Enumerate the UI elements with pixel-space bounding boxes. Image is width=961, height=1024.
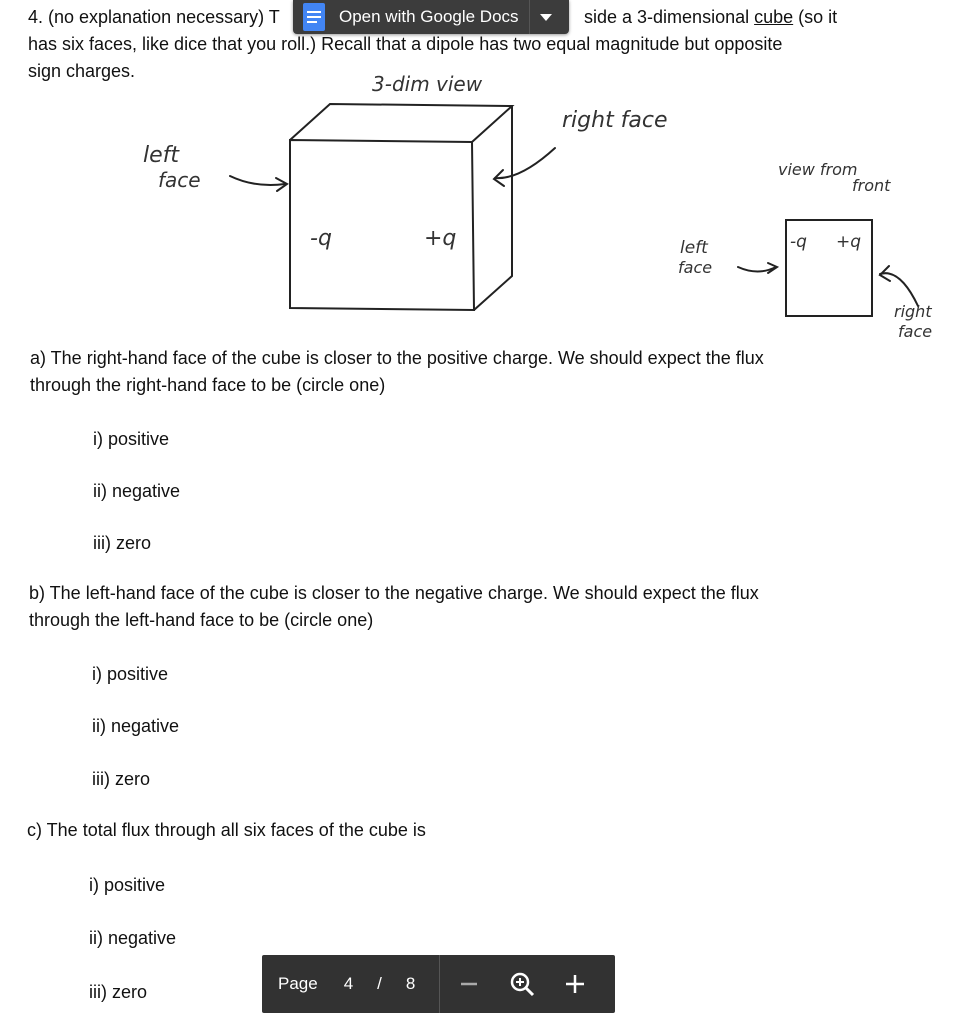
part-b-line-2: through the left-hand face to be (circle one) bbox=[29, 610, 374, 630]
sketch-small-right-2: face bbox=[898, 322, 933, 341]
chevron-down-icon[interactable] bbox=[540, 14, 552, 21]
open-with-google-docs-button[interactable] bbox=[293, 0, 569, 34]
sketch-small-neg: -q bbox=[790, 232, 807, 252]
question-line-2: has six faces, like dice that you roll.) Recall that a dipole has two equal magnitude but opposite bbox=[28, 34, 783, 54]
docs-button-divider bbox=[529, 0, 530, 34]
sketch-small-right-1: right bbox=[894, 302, 932, 321]
part-c-option-positive: i) positive bbox=[89, 875, 166, 895]
plus-icon bbox=[564, 973, 586, 995]
minus-icon bbox=[459, 974, 479, 994]
sketch-view-from: view from bbox=[778, 160, 858, 179]
question-line-1-end bbox=[584, 4, 837, 31]
part-b-line-1: b) The left-hand face of the cube is closer to the negative charge. We should expect the flux bbox=[29, 583, 759, 603]
zoom-magnifier-icon bbox=[509, 971, 535, 997]
question-line-1 bbox=[28, 4, 280, 31]
part-a-line-2: through the right-hand face to be (circle one) bbox=[30, 375, 386, 395]
part-b-option-positive: i) positive bbox=[92, 664, 169, 684]
sketch-left-face-1: left bbox=[143, 143, 180, 168]
part-b-option-negative: ii) negative bbox=[92, 716, 180, 736]
sketch-neg-charge: -q bbox=[310, 226, 332, 251]
sketch-front: front bbox=[852, 176, 891, 195]
cube-sketch bbox=[0, 70, 961, 360]
zoom-fit-button[interactable] bbox=[498, 955, 546, 1013]
sketch-small-left-2: face bbox=[678, 258, 713, 277]
cube-top-face bbox=[290, 104, 512, 142]
part-c-option-negative: ii) negative bbox=[89, 928, 177, 948]
cube-underlined: cube bbox=[754, 7, 794, 27]
cube-right-side bbox=[474, 106, 512, 310]
sketch-title: 3-dim view bbox=[372, 72, 483, 96]
cube-front-face bbox=[290, 140, 474, 310]
page-current-input[interactable]: 4 bbox=[343, 974, 354, 993]
sketch-small-pos: +q bbox=[836, 232, 862, 252]
part-c-option-zero: iii) zero bbox=[89, 982, 148, 1002]
sketch-small-left-1: left bbox=[680, 238, 708, 258]
page-navigation-bar bbox=[262, 955, 615, 1013]
open-with-google-docs-label: Open with Google Docs bbox=[339, 7, 519, 26]
part-a-option-zero: iii) zero bbox=[93, 533, 152, 553]
zoom-out-button[interactable] bbox=[440, 955, 498, 1013]
page-separator: / bbox=[377, 974, 382, 993]
sketch-pos-charge: +q bbox=[424, 226, 457, 251]
part-a-line-1: a) The right-hand face of the cube is closer to the positive charge. We should expect the flux bbox=[30, 348, 764, 368]
sketch-left-face-2: face bbox=[158, 168, 201, 192]
part-a-option-positive: i) positive bbox=[93, 429, 170, 449]
part-a-option-negative: ii) negative bbox=[93, 481, 181, 501]
right-face-arrow bbox=[495, 148, 555, 178]
part-b-option-zero: iii) zero bbox=[92, 769, 151, 789]
question-line-1-start: 4. (no explanation necessary) T bbox=[28, 7, 280, 27]
question-line-3: sign charges. bbox=[28, 61, 136, 81]
page-label: Page bbox=[278, 974, 318, 993]
part-c-line-1: c) The total flux through all six faces of the cube is bbox=[27, 820, 426, 840]
page-total: 8 bbox=[405, 974, 416, 993]
question-so-it: (so it bbox=[798, 7, 838, 27]
sketch-right-face: right face bbox=[562, 108, 668, 133]
question-inside-text: side a 3-dimensional bbox=[584, 7, 750, 27]
google-docs-icon bbox=[303, 3, 325, 31]
zoom-in-button[interactable] bbox=[546, 955, 604, 1013]
